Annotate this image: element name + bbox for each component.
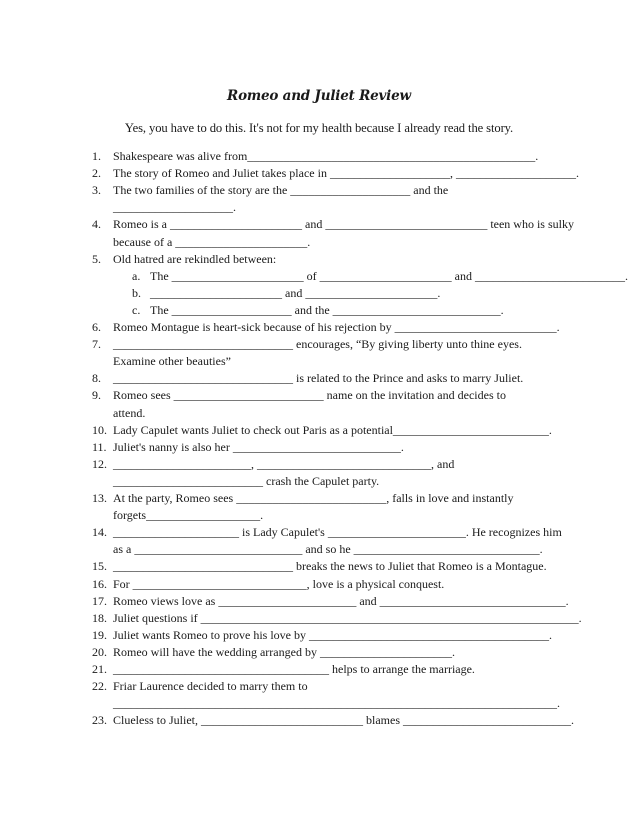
question-number: 14. [92,525,107,540]
question-text: forgets___________________. [113,508,264,523]
question-continuation [0,695,638,712]
question-text: ______________________ and ______________________. [150,285,441,300]
question-text: Clueless to Juliet, ___________________________ blames ____________________________. [113,713,574,728]
question-text: ____________________________________ helps to arrange the marriage. [113,662,475,676]
question-text: Juliet's nanny is also her ____________________________. [113,439,404,454]
question-text: The ______________________ of ______________________ and _________________________. [150,268,628,283]
question-text: Old hatred are rekindled between: [113,251,277,266]
question-number: 1. [92,149,101,163]
question-text: Romeo Montague is heart-sick because of his rejection by ___________________________. [113,320,560,334]
question-line [0,627,638,644]
question-number: 3. [92,183,101,198]
question-number: b. [132,285,141,300]
question-continuation [0,353,638,370]
question-number: 23. [92,713,107,728]
question-number: 8. [92,371,101,386]
question-number: 20. [92,644,107,659]
question-text: Juliet questions if _______________________________________________________________. [113,610,582,625]
question-text: Examine other beauties” [113,354,231,369]
question-text: Juliet wants Romeo to prove his love by ________________________________________. [113,627,552,642]
question-number: 17. [92,593,107,608]
question-text: The story of Romeo and Juliet takes place in ____________________, ____________________. [113,166,579,181]
question-line [0,148,638,165]
question-text: The ____________________ and the ____________________________. [150,302,504,317]
question-number: 15. [92,559,107,574]
question-number: 19. [92,627,107,642]
question-line [0,644,638,661]
question-text: ____________________. [113,200,236,215]
question-number: 12. [92,456,107,471]
question-continuation [0,541,638,558]
question-continuation [0,473,638,490]
question-number: 2. [92,166,101,181]
question-number: 6. [92,320,101,334]
question-text: ______________________________ encourages, “By giving liberty unto thine eyes. [113,337,522,352]
question-number: 18. [92,610,107,625]
question-line [0,661,638,678]
question-line [0,336,638,353]
question-number: 4. [92,217,101,232]
question-line [0,216,638,233]
question-text: Friar Laurence decided to marry them to [113,679,308,694]
question-text: as a ____________________________ and so he _______________________________. [113,542,543,557]
question-continuation [0,199,638,216]
question-line [0,558,638,575]
question-continuation [0,405,638,422]
question-line [0,165,638,182]
question-number: 22. [92,679,107,694]
question-text: because of a ______________________. [113,234,311,249]
question-text: attend. [113,405,146,420]
page-title: Romeo and Juliet Review [227,88,411,104]
question-number: 10. [92,422,107,437]
question-line [0,285,638,302]
intro-text: Yes, you have to do this. It's not for my health because I already read the story. [124,121,514,135]
question-line [0,182,638,199]
question-line [0,251,638,268]
question-text: At the party, Romeo sees _________________________, falls in love and instantly [113,491,514,505]
question-number: 7. [92,337,101,352]
question-text: The two families of the story are the ____________________ and the [113,183,449,198]
question-line [0,524,638,541]
question-text: Romeo sees _________________________ name on the invitation and decides to [113,388,506,403]
question-number: a. [132,268,141,283]
question-text: __________________________________________________________________________. [113,696,560,711]
question-text: Shakespeare was alive from________________________________________________. [113,149,539,163]
question-number: 16. [92,576,107,591]
question-line [0,576,638,593]
question-text: ______________________________ breaks the news to Juliet that Romeo is a Montague. [113,559,547,574]
question-continuation [0,234,638,251]
question-number: 13. [92,491,107,505]
question-number: 11. [92,439,107,454]
question-text: Romeo views love as _______________________ and _______________________________. [113,593,569,608]
question-line [0,370,638,387]
question-line [0,490,638,507]
question-text: ______________________________ is related to the Prince and asks to marry Juliet. [113,371,524,386]
question-number: 21. [92,662,107,676]
question-text: Lady Capulet wants Juliet to check out Paris as a potential__________________________. [113,422,552,437]
question-number: 9. [92,388,101,403]
question-text: _________________________ crash the Capulet party. [113,473,380,488]
question-line [0,712,638,729]
question-line [0,678,638,695]
question-line [0,422,638,439]
question-text: For _____________________________, love is a physical conquest. [113,576,445,591]
question-line [0,387,638,404]
question-number: 5. [92,251,101,266]
question-line [0,593,638,610]
question-line [0,456,638,473]
question-line [0,302,638,319]
question-text: _____________________ is Lady Capulet's _______________________. He recognizes him [113,525,562,540]
question-line [0,610,638,627]
question-text: Romeo will have the wedding arranged by ______________________. [113,644,455,659]
question-number: c. [132,302,141,317]
question-text: _______________________, _____________________________, and [113,456,455,471]
question-line [0,439,638,456]
question-continuation [0,507,638,524]
question-line [0,319,638,336]
question-text: Romeo is a ______________________ and ___________________________ teen who is sulky [113,217,574,232]
question-line [0,268,638,285]
